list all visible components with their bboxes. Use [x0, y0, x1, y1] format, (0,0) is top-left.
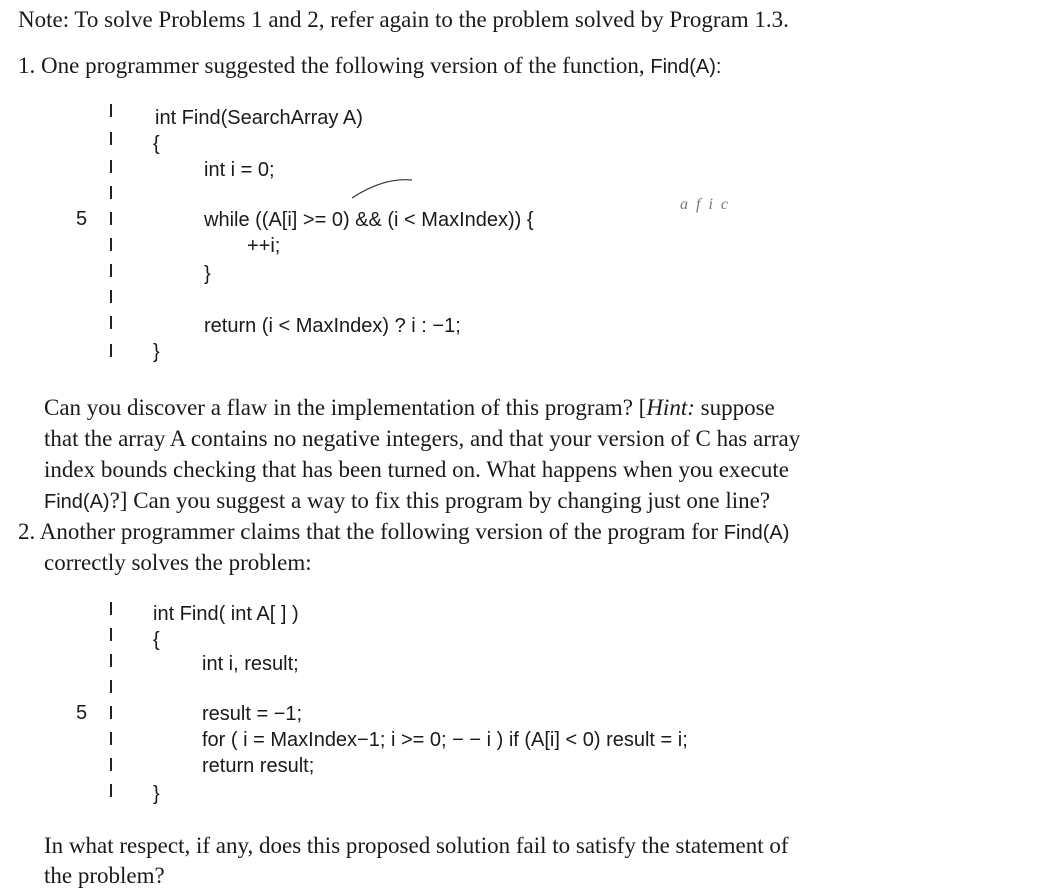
- code-line: int Find(SearchArray A): [155, 107, 363, 129]
- problem-2-intro: [18, 516, 789, 549]
- code-line: ++i;: [247, 235, 281, 257]
- problem-2-intro-func: Find(A): [723, 522, 790, 544]
- question-line: [44, 485, 770, 518]
- problem-2-question-line: In what respect, if any, does this proposed solution fail to satisfy the statement of: [44, 833, 789, 858]
- pencil-mark: [350, 172, 430, 202]
- question-line: [44, 392, 775, 423]
- question-line-pre: Can you discover a flaw in the implementation of this program? [: [44, 395, 647, 420]
- question-func: Find(A): [44, 491, 110, 513]
- code-block-1-line-number: 5: [76, 208, 88, 230]
- question-line-post: suppose: [694, 395, 775, 420]
- problem-1-intro: [18, 50, 721, 83]
- problem-1-intro-func: Find(A):: [650, 56, 722, 78]
- question-line-rest: ?] Can you suggest a way to fix this program by changing just one line?: [109, 488, 771, 513]
- code-line: int i, result;: [202, 653, 299, 675]
- code-line: }: [153, 783, 160, 805]
- problem-1-number: 1.: [18, 53, 36, 78]
- problem-2-number: 2.: [18, 519, 36, 544]
- code-line: result = −1;: [202, 703, 303, 725]
- problem-1-intro-text: One programmer suggested the following version of the function,: [41, 53, 645, 78]
- code-line: for ( i = MaxIndex−1; i >= 0; − − i ) if (A[i] < 0) result = i;: [202, 729, 688, 751]
- code-line: int Find( int A[ ] ): [153, 603, 299, 625]
- problem-2-question-line: the problem?: [44, 863, 165, 888]
- code-line: }: [153, 341, 160, 363]
- code-line: return (i < MaxIndex) ? i : −1;: [204, 315, 461, 337]
- hint-label: Hint:: [646, 395, 695, 420]
- problem-2-intro-text: Another programmer claims that the following version of the program for: [39, 519, 719, 544]
- code-line: {: [153, 629, 160, 651]
- code-line: int i = 0;: [204, 159, 275, 181]
- question-line: index bounds checking that has been turned on. What happens when you execute: [44, 457, 789, 482]
- question-line: that the array A contains no negative integers, and that your version of C has array: [44, 426, 801, 451]
- code-line: {: [153, 133, 160, 155]
- code-line: return result;: [202, 755, 315, 777]
- code-line: while ((A[i] >= 0) && (i < MaxIndex)) {: [204, 209, 534, 231]
- code-block-2-line-number: 5: [76, 702, 88, 724]
- note-text: Note: To solve Problems 1 and 2, refer again to the problem solved by Program 1.3.: [18, 7, 789, 32]
- margin-scribble: a f i c: [680, 196, 730, 213]
- code-line: }: [204, 263, 211, 285]
- problem-2-intro-line2: correctly solves the problem:: [44, 550, 312, 575]
